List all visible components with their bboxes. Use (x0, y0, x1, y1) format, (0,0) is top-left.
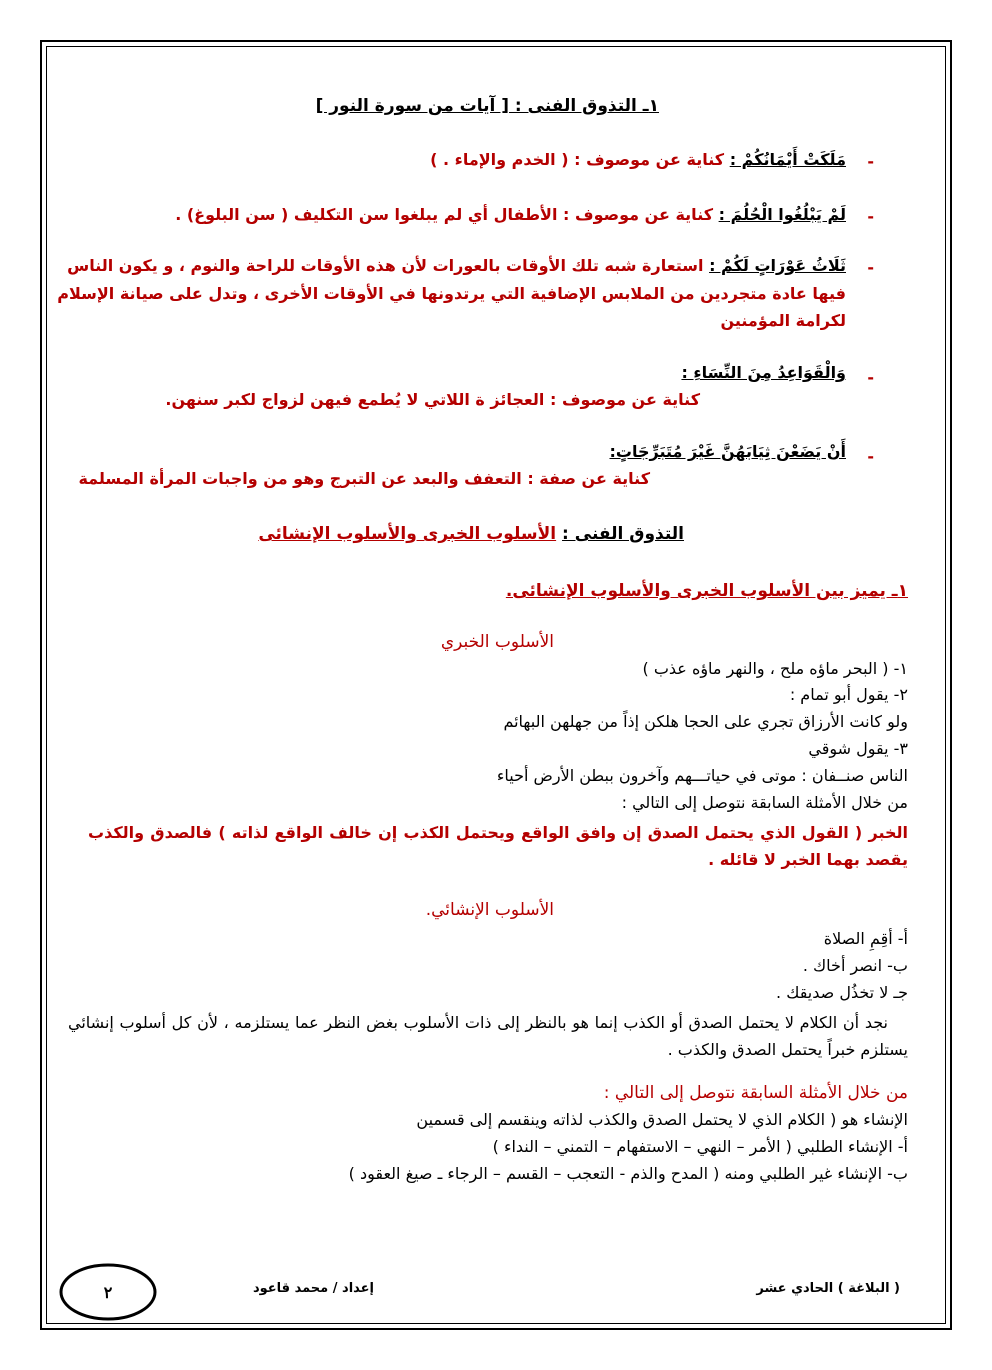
quran-term: لَمْ يَبْلُغُوا الْحُلُمَ : (718, 205, 846, 224)
quran-explanation-line: فيها عادة متجردين من الملابس الإضافية التي يرتدونها في الأوقات الأخرى ، وتدل على صيانة الإسلام (57, 284, 846, 303)
quran-term: مَلَكَتْ أَيْمَانُكُمْ : (729, 150, 846, 169)
quran-term: ثَلَاثُ عَوْرَاتٍ لَكُمْ : (709, 256, 846, 275)
inshai-conclusion-title: من خلال الأمثلة السابقة نتوصل إلى التالي : (603, 1083, 908, 1103)
quran-item-3 (67, 256, 846, 275)
khabari-line: ولو كانت الأرزاق تجري على الحجا هلكن إذاً من جهلهن البهائم (503, 712, 908, 731)
objective-1: ١ـ يميز بين الأسلوب الخبرى والأسلوب الإنشائى. (505, 581, 908, 601)
quran-explanation: كناية عن صفة : التعفف والبعد عن التبرج وهو من واجبات المرأة المسلمة (78, 469, 650, 488)
quran-term: وَالْقَوَاعِدُ مِنَ النِّسَاءِ : (681, 363, 846, 382)
footer-author: إعداد / محمد قاعود (252, 1281, 374, 1296)
quran-explanation: استعارة شبه تلك الأوقات بالعورات لأن هذه الأوقات للراحة والنوم ، و يكون الناس (67, 256, 704, 275)
khabar-definition: الخبر ( القول الذي يحتمل الصدق إن وافق الواقع ويحتمل الكذب إن خالف الواقع لذاته ) فالصدق والكذب يقصد بهما الخبر لا قائله . (88, 823, 908, 869)
quran-explanation: كناية عن موصوف : الأطفال أي لم يبلغوا سن التكليف ( سن البلوغ) . (175, 205, 714, 224)
page-number: ٢ (103, 1285, 113, 1302)
khabari-line: ٣- يقول شوقي (808, 739, 908, 758)
bullet-dash: - (867, 258, 874, 277)
quran-explanation-line: لكرامة المؤمنين (720, 311, 846, 330)
bullet-dash: - (867, 152, 874, 171)
quran-item-1 (430, 150, 846, 169)
khabari-line: ١- ( البحر ماؤه ملح ، والنهر ماؤه عذب ) (642, 659, 908, 678)
section2-heading-label: التذوق الفنى : (562, 524, 684, 544)
footer-subject: ( البلاغة ) الحادي عشر (756, 1281, 900, 1296)
inshai-paragraph: نجد أن الكلام لا يحتمل الصدق أو الكذب إنما هو بالنظر إلى ذات الأسلوب بغض النظر عما يستلزمه ، لأن كل أسلوب إنشائي يستلزم خبراً يحتمل الصدق والكذب . (68, 1013, 908, 1059)
khabari-title: الأسلوب الخبري (440, 632, 554, 652)
inshai-conclusion-line: ب- الإنشاء غير الطلبي ومنه ( المدح والذم - التعجب – القسم – الرجاء ـ صيغ العقود ) (348, 1164, 908, 1183)
inshai-line: ب- انصر أخاك . (802, 956, 908, 975)
inshai-line: جـ لا تخذُل صديقك . (776, 983, 908, 1002)
section2-heading-topic: الأسلوب الخبرى والأسلوب الإنشائى (258, 524, 557, 544)
bullet-dash: - (867, 368, 874, 387)
inshai-line: أ- أقِمِ الصلاة (823, 929, 908, 948)
inshai-conclusion-line: أ- الإنشاء الطلبي ( الأمر – النهي – الاستفهام – التمني – النداء ) (492, 1137, 908, 1156)
khabari-line: من خلال الأمثلة السابقة نتوصل إلى التالي : (621, 793, 908, 812)
quran-item-2 (175, 205, 846, 224)
quran-explanation: كناية عن موصوف : ( الخدم والإماء . ) (430, 150, 725, 169)
inshai-title: الأسلوب الإنشائي. (425, 900, 554, 920)
quran-term: أَنْ يَضَعْنَ ثِيَابَهُنَّ غَيْرَ مُتَبَرِّجَاتٍ: (609, 442, 846, 461)
section1-heading: ١ـ التذوق الفنى : [ آيات من سورة النور ] (315, 96, 659, 116)
quran-explanation: كناية عن موصوف : العجائز ة اللاتي لا يُطمع فيهن لزواج لكبر سنهن. (165, 390, 700, 409)
inshai-conclusion-line: الإنشاء هو ( الكلام الذي لا يحتمل الصدق والكذب لذاته وينقسم إلى قسمين (416, 1110, 908, 1129)
khabari-line: الناس صنــفان : موتى في حياتـــهم وآخرون ببطن الأرض أحياء (496, 766, 908, 785)
bullet-dash: - (867, 207, 874, 226)
khabari-line: ٢- يقول أبو تمام : (789, 685, 908, 704)
page-number-oval (58, 1262, 158, 1322)
section2-heading (258, 524, 684, 544)
bullet-dash: - (867, 447, 874, 466)
